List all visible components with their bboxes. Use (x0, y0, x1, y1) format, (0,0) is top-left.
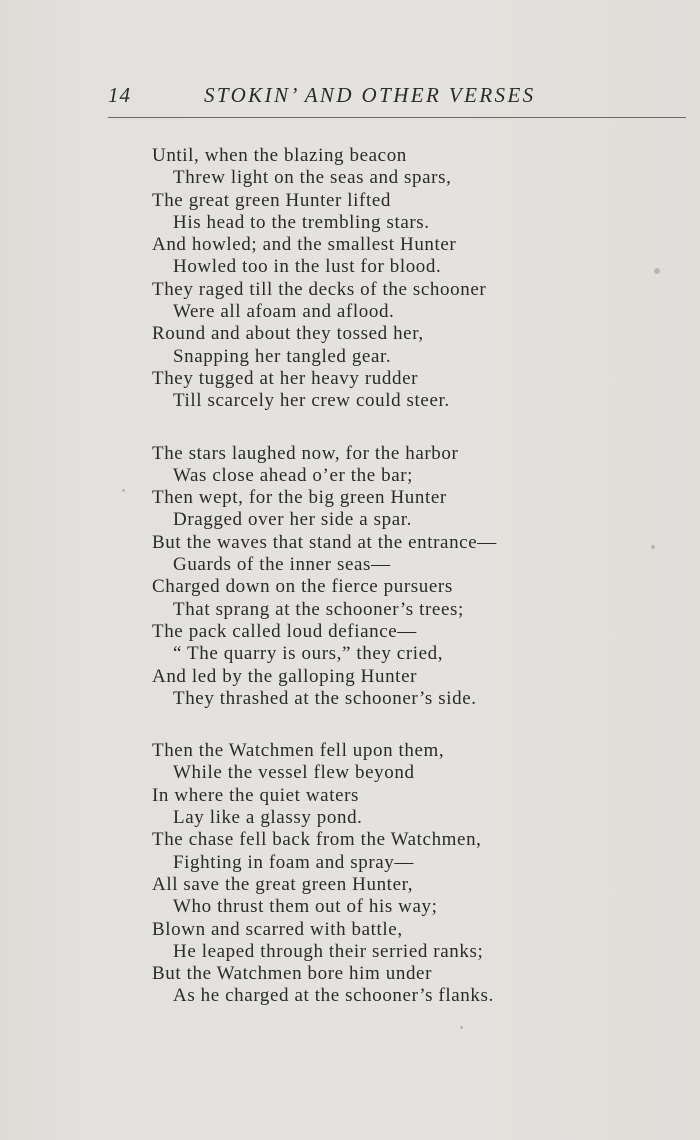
verse-line: Blown and scarred with battle, (152, 918, 403, 940)
verse-line: The chase fell back from the Watchmen, (152, 829, 482, 851)
verse-line: Charged down on the fierce pursuers (152, 576, 453, 598)
verse-line: Howled too in the lust for blood. (173, 256, 442, 278)
verse-line: Lay like a glassy pond. (173, 807, 363, 829)
paper-speck (460, 1026, 463, 1029)
verse-line: As he charged at the schooner’s flanks. (173, 985, 494, 1007)
verse-line: They raged till the decks of the schooner (152, 278, 487, 300)
verse-line: Dragged over her side a spar. (173, 509, 412, 531)
paper-speck (654, 268, 660, 274)
verse-line: Round and about they tossed her, (152, 323, 424, 345)
verse-line: And howled; and the smallest Hunter (152, 234, 457, 256)
verse-line: That sprang at the schooner’s trees; (173, 598, 464, 620)
verse-line: He leaped through their serried ranks; (173, 940, 484, 962)
page-header (108, 83, 588, 113)
header-rule (108, 117, 686, 118)
stanza-3 (152, 740, 672, 1008)
verse-line: All save the great green Hunter, (152, 873, 414, 895)
verse-line: Snapping her tangled gear. (173, 345, 392, 367)
paper-speck (122, 489, 125, 492)
verse-line: But the Watchmen bore him under (152, 963, 433, 985)
verse-line: Till scarcely her crew could steer. (173, 390, 450, 412)
paper-speck (651, 545, 655, 549)
verse-line: Was close ahead o’er the bar; (173, 464, 414, 486)
verse-line: But the waves that stand at the entrance— (152, 531, 497, 553)
verse-line: The stars laughed now, for the harbor (152, 442, 459, 464)
verse-line: The great green Hunter lifted (152, 189, 391, 211)
verse-line: And led by the galloping Hunter (152, 665, 418, 687)
verse-line: Threw light on the seas and spars, (173, 167, 452, 189)
verse-line: Until, when the blazing beacon (152, 145, 407, 166)
verse-line: Who thrust them out of his way; (173, 896, 438, 918)
verse-line: His head to the trembling stars. (173, 211, 430, 233)
verse-line: Then wept, for the big green Hunter (152, 487, 447, 509)
verse-line: They thrashed at the schooner’s side. (173, 687, 477, 709)
verse-line: Then the Watchmen fell upon them, (152, 740, 445, 762)
verse-line: In where the quiet waters (152, 784, 360, 806)
verse-line: While the vessel flew beyond (173, 762, 415, 784)
poem-body (152, 145, 672, 1038)
verse-line: “ The quarry is ours,” they cried, (173, 643, 444, 665)
verse-line: The pack called loud defiance— (152, 620, 417, 642)
page-number: 14 (108, 83, 131, 107)
verse-line: They tugged at her heavy rudder (152, 367, 419, 389)
verse-line: Were all afoam and aflood. (173, 301, 395, 323)
verse-line: Fighting in foam and spray— (173, 851, 415, 873)
stanza-2 (152, 443, 672, 711)
verse-line: Guards of the inner seas— (173, 554, 391, 576)
stanza-1 (152, 145, 672, 413)
running-title: STOKIN’ AND OTHER VERSES (204, 83, 536, 107)
